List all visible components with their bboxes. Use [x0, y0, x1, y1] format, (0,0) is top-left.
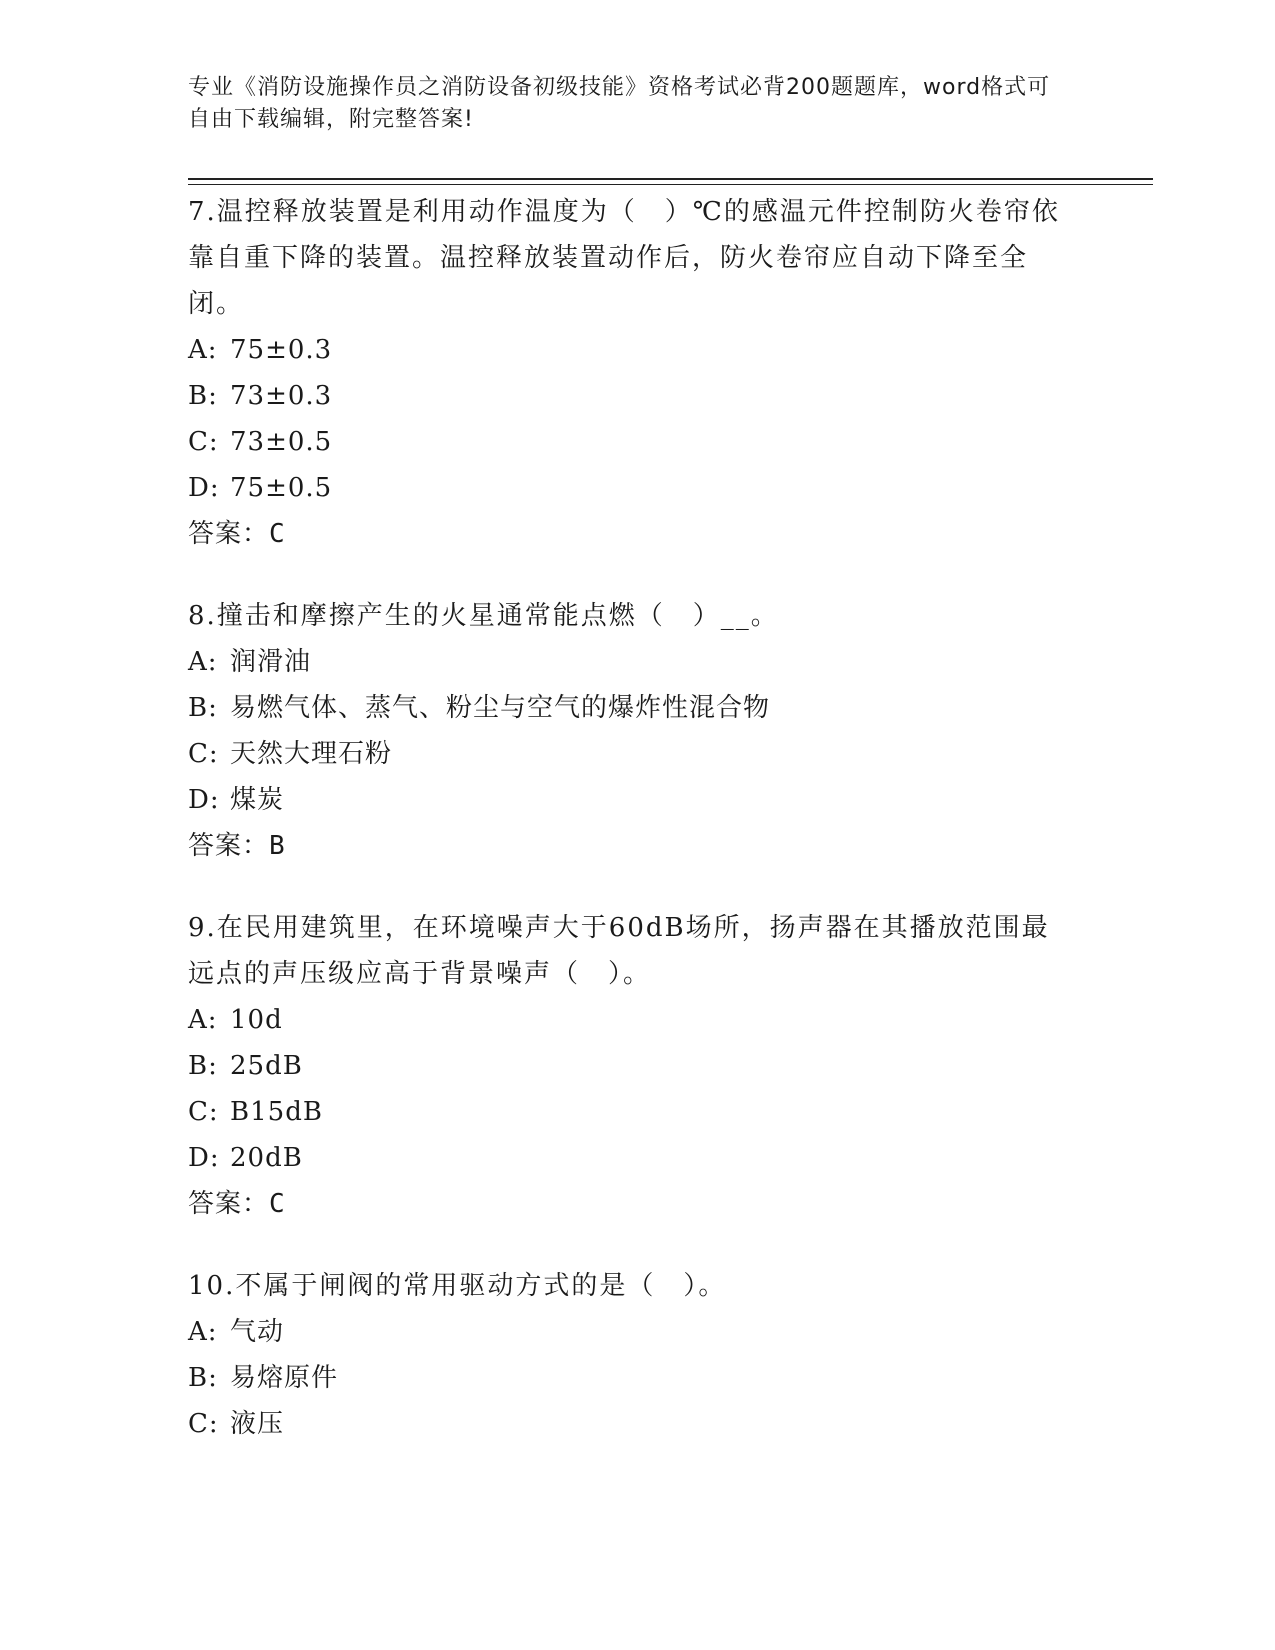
option-text: 煤炭	[230, 785, 285, 815]
option-a	[188, 1309, 1088, 1355]
option-d	[188, 1135, 1088, 1181]
question-text: 9.在民用建筑里，在环境噪声大于60dB场所，扬声器在其播放范围最远点的声压级应高于背景噪声（ ）。	[188, 913, 1050, 989]
option-key: D:	[188, 785, 220, 815]
question-list	[188, 189, 1088, 1483]
option-text: 73±0.3	[230, 381, 333, 411]
question-7	[188, 189, 1088, 557]
option-text: 75±0.3	[230, 335, 333, 365]
option-c	[188, 1089, 1088, 1135]
question-text: 10.不属于闸阀的常用驱动方式的是（ ）。	[188, 1271, 727, 1301]
option-key: B:	[188, 1363, 218, 1393]
option-text: B15dB	[230, 1097, 323, 1127]
answer-line	[188, 1181, 1088, 1227]
option-text: 20dB	[230, 1143, 303, 1173]
option-key: A:	[188, 335, 218, 365]
option-b	[188, 685, 1088, 731]
answer-line	[188, 511, 1088, 557]
option-d	[188, 465, 1088, 511]
option-a	[188, 327, 1088, 373]
answer-value: C	[269, 1189, 286, 1219]
option-text: 天然大理石粉	[230, 739, 393, 769]
option-c	[188, 419, 1088, 465]
option-key: D:	[188, 1143, 220, 1173]
option-key: B:	[188, 381, 218, 411]
option-key: C:	[188, 1409, 219, 1439]
option-key: C:	[188, 739, 219, 769]
answer-label: 答案：	[188, 1189, 270, 1219]
document-header: 专业《消防设施操作员之消防设备初级技能》资格考试必背200题题库，word格式可自由下载编辑，附完整答案!	[188, 75, 1051, 132]
answer-label: 答案：	[188, 519, 270, 549]
option-a	[188, 639, 1088, 685]
question-10	[188, 1263, 1088, 1447]
option-b	[188, 373, 1088, 419]
option-text: 10d	[230, 1005, 283, 1035]
option-key: C:	[188, 1097, 219, 1127]
option-key: B:	[188, 693, 218, 723]
option-a	[188, 997, 1088, 1043]
question-8	[188, 593, 1088, 869]
option-key: A:	[188, 647, 218, 677]
option-text: 气动	[230, 1317, 285, 1347]
question-text: 8.撞击和摩擦产生的火星通常能点燃（ ）__。	[188, 601, 779, 631]
option-text: 25dB	[230, 1051, 303, 1081]
option-b	[188, 1355, 1088, 1401]
option-text: 易熔原件	[230, 1363, 339, 1393]
answer-value: B	[269, 831, 286, 861]
option-c	[188, 731, 1088, 777]
option-text: 易燃气体、蒸气、粉尘与空气的爆炸性混合物	[230, 693, 771, 723]
option-text: 润滑油	[230, 647, 312, 677]
option-b	[188, 1043, 1088, 1089]
answer-label: 答案：	[188, 831, 270, 861]
option-d	[188, 777, 1088, 823]
option-key: D:	[188, 473, 220, 503]
option-text: 73±0.5	[230, 427, 333, 457]
option-text: 液压	[230, 1409, 285, 1439]
option-key: C:	[188, 427, 219, 457]
option-c	[188, 1401, 1088, 1447]
option-key: A:	[188, 1317, 218, 1347]
answer-value: C	[269, 519, 286, 549]
option-text: 75±0.5	[230, 473, 333, 503]
question-text: 7.温控释放装置是利用动作温度为（ ）℃的感温元件控制防火卷帘依靠自重下降的装置。温控释放装置动作后，防火卷帘应自动下降至全闭。	[188, 197, 1060, 319]
answer-line	[188, 823, 1088, 869]
option-key: B:	[188, 1051, 218, 1081]
question-9	[188, 905, 1088, 1227]
header-divider-thick	[188, 178, 1153, 180]
header-divider-thin	[188, 184, 1153, 185]
option-key: A:	[188, 1005, 218, 1035]
